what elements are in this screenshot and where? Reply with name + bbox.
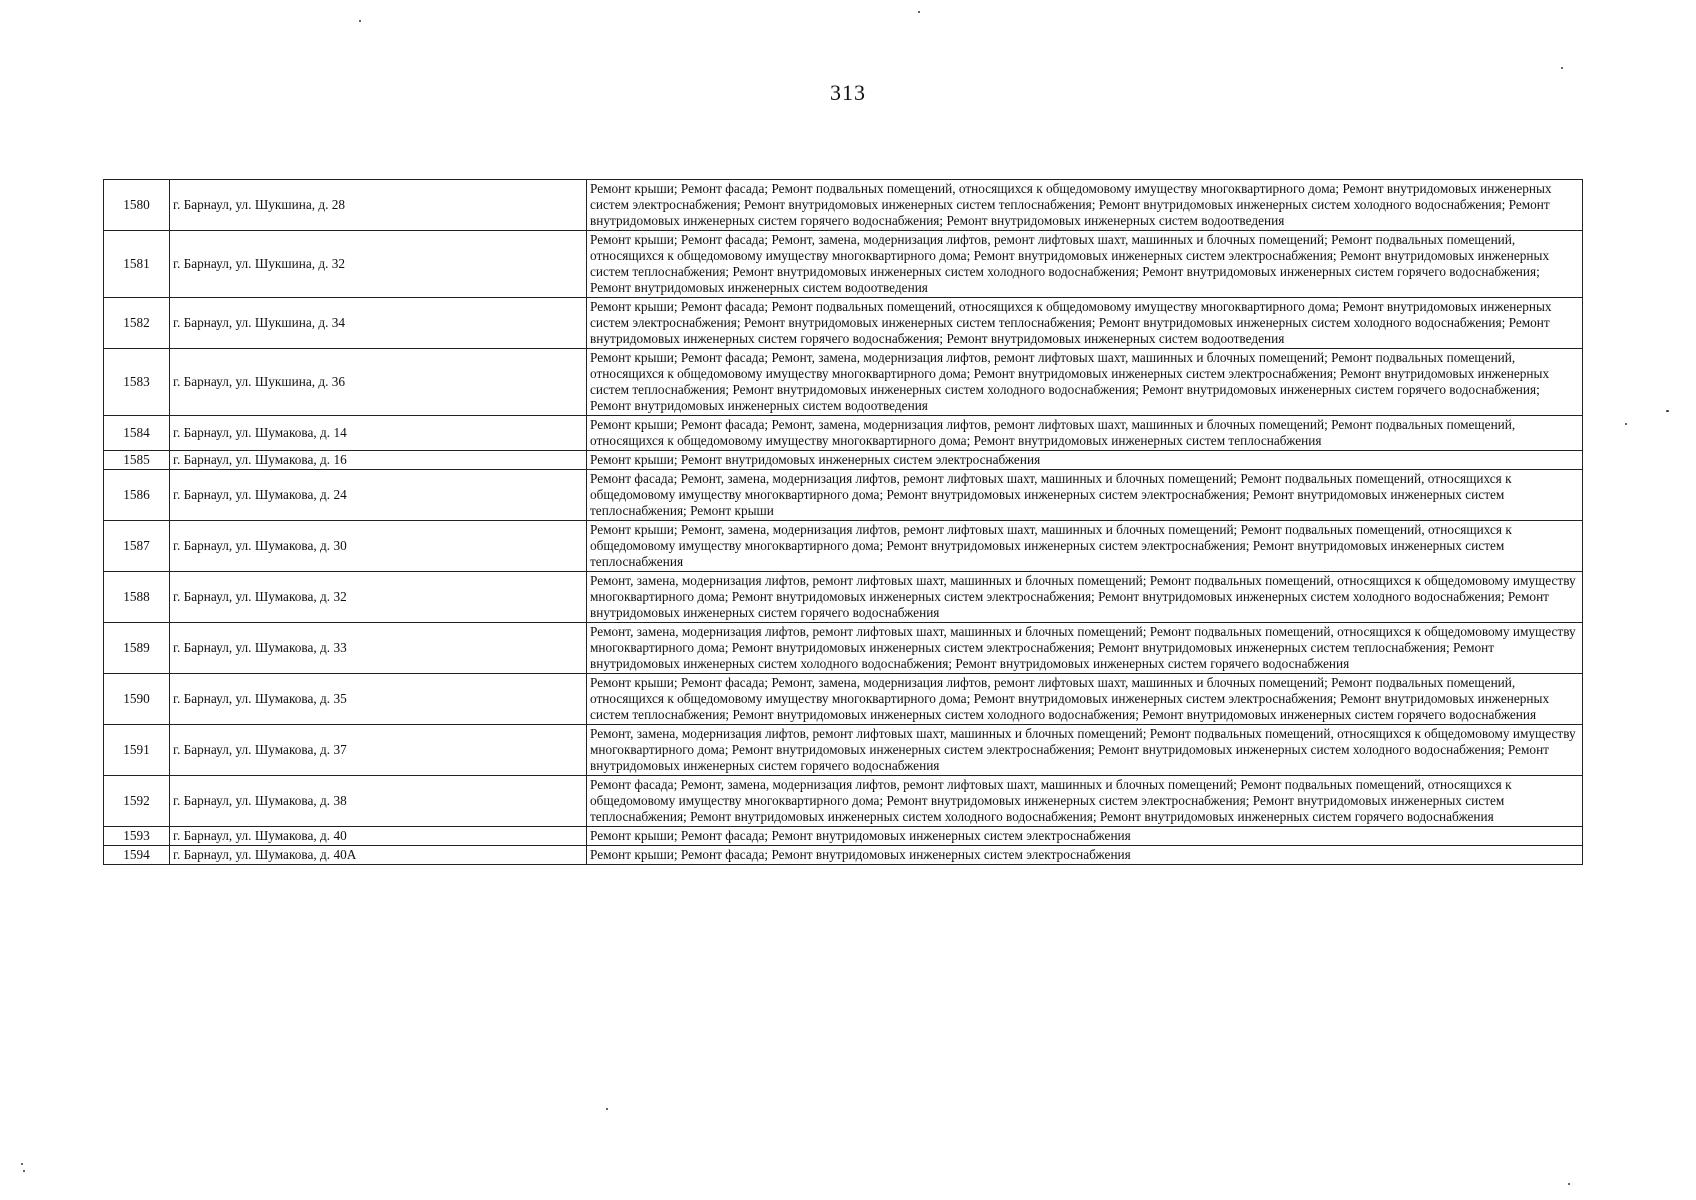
row-number: 1588 <box>104 572 170 623</box>
row-works: Ремонт крыши; Ремонт фасада; Ремонт, замена, модернизация лифтов, ремонт лифтовых шахт, машинных и блочных помещений; Ремонт подвальных помещений, относящихся к общедомовому имуществу многоквартирного дома; Ремонт внутридомовых инженерных систем электроснабжения; Ремонт внутридомовых инженерных систем теплоснабжения; Ремонт внутридомовых инженерных систем холодного водоснабжения; Ремонт внутридомовых инженерных систем горячего водоснабжения; Ремонт внутридомовых инженерных систем водоотведения <box>590 350 1550 413</box>
row-number: 1586 <box>104 470 170 521</box>
row-address: г. Барнаул, ул. Шукшина, д. 36 <box>170 349 587 416</box>
table-row <box>104 180 1583 231</box>
row-works-cell <box>587 416 1583 451</box>
row-works: Ремонт крыши; Ремонт фасада; Ремонт внутридомовых инженерных систем электроснабжения <box>590 828 1131 843</box>
row-works: Ремонт фасада; Ремонт, замена, модернизация лифтов, ремонт лифтовых шахт, машинных и блочных помещений; Ремонт подвальных помещений, относящихся к общедомовому имуществу многоквартирного дома; Ремонт внутридомовых инженерных систем электроснабжения; Ремонт внутридомовых инженерных систем теплоснабжения; Ремонт крыши <box>590 471 1512 518</box>
table-row <box>104 349 1583 416</box>
row-number: 1590 <box>104 674 170 725</box>
row-address: г. Барнаул, ул. Шумакова, д. 33 <box>170 623 587 674</box>
row-works: Ремонт крыши; Ремонт фасада; Ремонт подвальных помещений, относящихся к общедомовому имуществу многоквартирного дома; Ремонт внутридомовых инженерных систем электроснабжения; Ремонт внутридомовых инженерных систем теплоснабжения; Ремонт внутридомовых инженерных систем холодного водоснабжения; Ремонт внутридомовых инженерных систем горячего водоснабжения; Ремонт внутридомовых инженерных систем водоотведения <box>590 181 1552 228</box>
row-works-cell <box>587 776 1583 827</box>
row-number: 1585 <box>104 451 170 470</box>
row-address: г. Барнаул, ул. Шумакова, д. 40 <box>170 827 587 846</box>
row-works: Ремонт крыши; Ремонт фасада; Ремонт подвальных помещений, относящихся к общедомовому имуществу многоквартирного дома; Ремонт внутридомовых инженерных систем электроснабжения; Ремонт внутридомовых инженерных систем теплоснабжения; Ремонт внутридомовых инженерных систем холодного водоснабжения; Ремонт внутридомовых инженерных систем горячего водоснабжения; Ремонт внутридомовых инженерных систем водоотведения <box>590 299 1552 346</box>
row-number: 1592 <box>104 776 170 827</box>
row-address: г. Барнаул, ул. Шумакова, д. 38 <box>170 776 587 827</box>
scan-speck <box>23 1170 25 1172</box>
row-number: 1581 <box>104 231 170 298</box>
table-row <box>104 470 1583 521</box>
row-address: г. Барнаул, ул. Шумакова, д. 24 <box>170 470 587 521</box>
scan-speck <box>918 11 920 13</box>
row-address: г. Барнаул, ул. Шумакова, д. 16 <box>170 451 587 470</box>
table-row <box>104 572 1583 623</box>
row-works-cell <box>587 470 1583 521</box>
table-row <box>104 846 1583 865</box>
table-row <box>104 776 1583 827</box>
row-works-cell <box>587 298 1583 349</box>
row-works-cell <box>587 231 1583 298</box>
row-number: 1580 <box>104 180 170 231</box>
table-row <box>104 451 1583 470</box>
scan-speck <box>21 1163 23 1165</box>
row-address: г. Барнаул, ул. Шукшина, д. 34 <box>170 298 587 349</box>
row-works: Ремонт крыши; Ремонт фасада; Ремонт, замена, модернизация лифтов, ремонт лифтовых шахт, машинных и блочных помещений; Ремонт подвальных помещений, относящихся к общедомовому имуществу многоквартирного дома; Ремонт внутридомовых инженерных систем теплоснабжения <box>590 417 1516 448</box>
scan-speck <box>606 1108 608 1110</box>
row-address: г. Барнаул, ул. Шукшина, д. 28 <box>170 180 587 231</box>
table-row <box>104 827 1583 846</box>
row-works: Ремонт, замена, модернизация лифтов, ремонт лифтовых шахт, машинных и блочных помещений; Ремонт подвальных помещений, относящихся к общедомовому имуществу многоквартирного дома; Ремонт внутридомовых инженерных систем электроснабжения; Ремонт внутридомовых инженерных систем холодного водоснабжения; Ремонт внутридомовых инженерных систем горячего водоснабжения <box>590 573 1576 620</box>
row-works: Ремонт, замена, модернизация лифтов, ремонт лифтовых шахт, машинных и блочных помещений; Ремонт подвальных помещений, относящихся к общедомовому имуществу многоквартирного дома; Ремонт внутридомовых инженерных систем электроснабжения; Ремонт внутридомовых инженерных систем холодного водоснабжения; Ремонт внутридомовых инженерных систем горячего водоснабжения <box>590 726 1576 773</box>
table-row <box>104 521 1583 572</box>
row-number: 1589 <box>104 623 170 674</box>
row-works-cell <box>587 451 1583 470</box>
row-works-cell <box>587 349 1583 416</box>
table-row <box>104 725 1583 776</box>
row-works-cell <box>587 521 1583 572</box>
repair-table-body <box>104 180 1583 865</box>
repair-table <box>103 179 1583 865</box>
row-address: г. Барнаул, ул. Шумакова, д. 40А <box>170 846 587 865</box>
row-number: 1582 <box>104 298 170 349</box>
row-number: 1587 <box>104 521 170 572</box>
row-works: Ремонт крыши; Ремонт фасада; Ремонт внутридомовых инженерных систем электроснабжения <box>590 847 1131 862</box>
row-works: Ремонт фасада; Ремонт, замена, модернизация лифтов, ремонт лифтовых шахт, машинных и блочных помещений; Ремонт подвальных помещений, относящихся к общедомовому имуществу многоквартирного дома; Ремонт внутридомовых инженерных систем электроснабжения; Ремонт внутридомовых инженерных систем теплоснабжения; Ремонт внутридомовых инженерных систем холодного водоснабжения; Ремонт внутридомовых инженерных систем горячего водоснабжения <box>590 777 1512 824</box>
scan-speck <box>359 20 361 22</box>
row-works-cell <box>587 674 1583 725</box>
table-row <box>104 674 1583 725</box>
scan-speck <box>1561 67 1563 69</box>
row-address: г. Барнаул, ул. Шумакова, д. 32 <box>170 572 587 623</box>
row-works-cell <box>587 846 1583 865</box>
scan-speck <box>1568 1183 1570 1185</box>
row-works: Ремонт крыши; Ремонт фасада; Ремонт, замена, модернизация лифтов, ремонт лифтовых шахт, машинных и блочных помещений; Ремонт подвальных помещений, относящихся к общедомовому имуществу многоквартирного дома; Ремонт внутридомовых инженерных систем электроснабжения; Ремонт внутридомовых инженерных систем теплоснабжения; Ремонт внутридомовых инженерных систем холодного водоснабжения; Ремонт внутридомовых инженерных систем горячего водоснабжения <box>590 675 1550 722</box>
row-works: Ремонт крыши; Ремонт фасада; Ремонт, замена, модернизация лифтов, ремонт лифтовых шахт, машинных и блочных помещений; Ремонт подвальных помещений, относящихся к общедомовому имуществу многоквартирного дома; Ремонт внутридомовых инженерных систем электроснабжения; Ремонт внутридомовых инженерных систем теплоснабжения; Ремонт внутридомовых инженерных систем холодного водоснабжения; Ремонт внутридомовых инженерных систем горячего водоснабжения; Ремонт внутридомовых инженерных систем водоотведения <box>590 232 1550 295</box>
row-works: Ремонт крыши; Ремонт, замена, модернизация лифтов, ремонт лифтовых шахт, машинных и блочных помещений; Ремонт подвальных помещений, относящихся к общедомовому имуществу многоквартирного дома; Ремонт внутридомовых инженерных систем электроснабжения; Ремонт внутридомовых инженерных систем теплоснабжения <box>590 522 1512 569</box>
row-works-cell <box>587 725 1583 776</box>
table-row <box>104 231 1583 298</box>
table-row <box>104 298 1583 349</box>
table-row <box>104 623 1583 674</box>
row-number: 1584 <box>104 416 170 451</box>
row-address: г. Барнаул, ул. Шумакова, д. 35 <box>170 674 587 725</box>
row-number: 1583 <box>104 349 170 416</box>
row-number: 1594 <box>104 846 170 865</box>
row-number: 1593 <box>104 827 170 846</box>
row-address: г. Барнаул, ул. Шумакова, д. 37 <box>170 725 587 776</box>
row-works-cell <box>587 623 1583 674</box>
table-row <box>104 416 1583 451</box>
row-address: г. Барнаул, ул. Шукшина, д. 32 <box>170 231 587 298</box>
row-works: Ремонт, замена, модернизация лифтов, ремонт лифтовых шахт, машинных и блочных помещений; Ремонт подвальных помещений, относящихся к общедомовому имуществу многоквартирного дома; Ремонт внутридомовых инженерных систем электроснабжения; Ремонт внутридомовых инженерных систем теплоснабжения; Ремонт внутридомовых инженерных систем холодного водоснабжения; Ремонт внутридомовых инженерных систем горячего водоснабжения <box>590 624 1576 671</box>
scan-speck <box>1666 410 1669 412</box>
row-works-cell <box>587 180 1583 231</box>
row-number: 1591 <box>104 725 170 776</box>
scan-speck <box>1625 423 1627 425</box>
row-works-cell <box>587 827 1583 846</box>
row-address: г. Барнаул, ул. Шумакова, д. 30 <box>170 521 587 572</box>
row-works-cell <box>587 572 1583 623</box>
row-works: Ремонт крыши; Ремонт внутридомовых инженерных систем электроснабжения <box>590 452 1041 467</box>
row-address: г. Барнаул, ул. Шумакова, д. 14 <box>170 416 587 451</box>
page-number: 313 <box>830 80 866 105</box>
